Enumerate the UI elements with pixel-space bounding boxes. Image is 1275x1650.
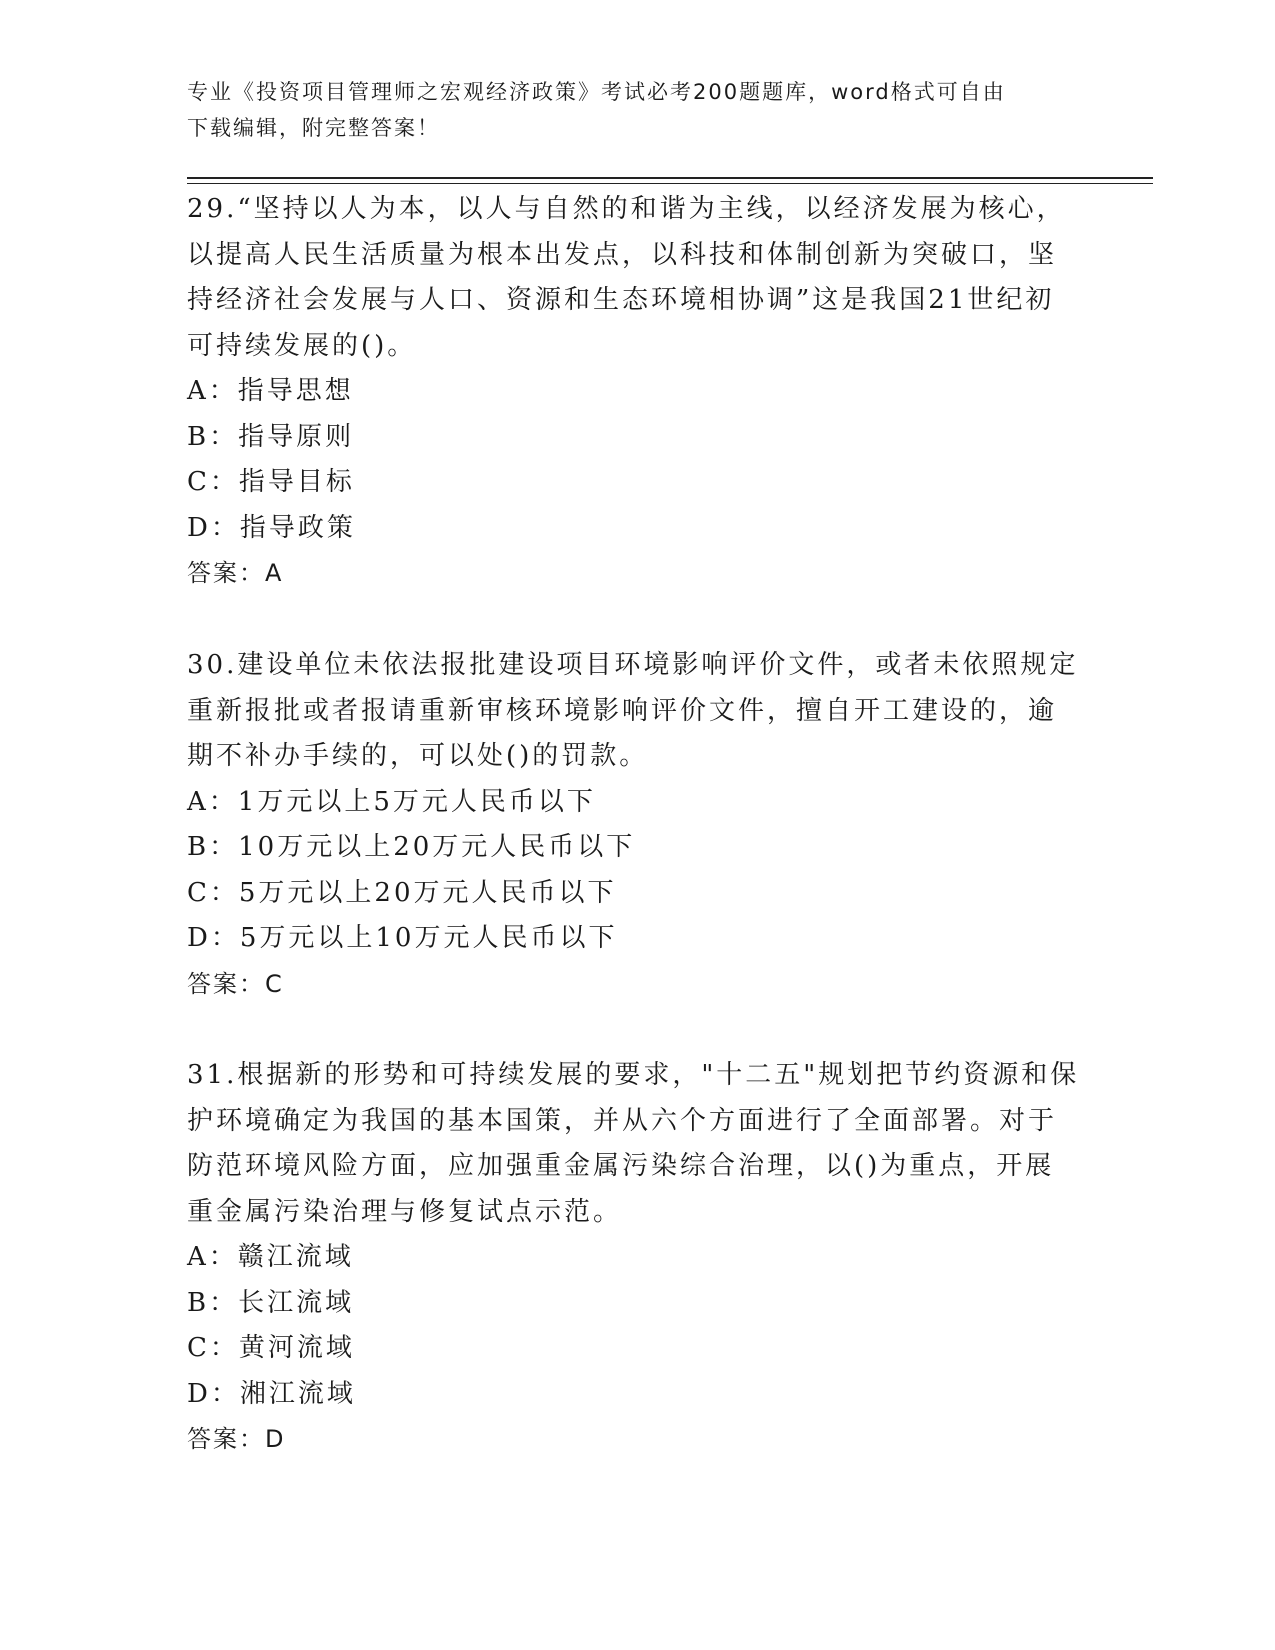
- header-line-2: 下载编辑，附完整答案！: [187, 116, 440, 140]
- option-a: A：赣江流域: [187, 1242, 354, 1272]
- question-line: 护环境确定为我国的基本国策，并从六个方面进行了全面部署。对于: [187, 1105, 1058, 1136]
- option-c: C：5万元以上20万元人民币以下: [187, 877, 617, 908]
- question-line: 重金属污染治理与修复试点示范。: [187, 1196, 623, 1227]
- question-line: 以提高人民生活质量为根本出发点，以科技和体制创新为突破口，坚: [187, 239, 1058, 270]
- header-divider: [187, 177, 1153, 179]
- question-29: [187, 187, 1087, 597]
- header-line-1: 专业《投资项目管理师之宏观经济政策》考试必考200题题库，word格式可自由: [187, 80, 1006, 104]
- question-line: 29.“坚持以人为本，以人与自然的和谐为主线，以经济发展为核心，: [187, 194, 1066, 224]
- option-b: B：10万元以上20万元人民币以下: [187, 832, 636, 862]
- option-d: D：指导政策: [187, 512, 356, 543]
- answer-line: 答案：C: [187, 969, 284, 998]
- question-line: 可持续发展的()。: [187, 330, 417, 361]
- answer-line: 答案：D: [187, 1425, 286, 1453]
- option-a: A：1万元以上5万元人民币以下: [187, 786, 596, 817]
- question-text: [187, 187, 1087, 369]
- option-c: C：指导目标: [187, 467, 355, 497]
- option-b: B：指导原则: [187, 421, 355, 452]
- question-text: [187, 643, 1087, 780]
- question-line: 防范环境风险方面，应加强重金属污染综合治理，以()为重点，开展: [187, 1151, 1055, 1181]
- question-line: 期不补办手续的，可以处()的罚款。: [187, 741, 649, 771]
- option-b: B：长江流域: [187, 1287, 355, 1318]
- option-c: C：黄河流域: [187, 1333, 355, 1363]
- question-text: [187, 1053, 1087, 1235]
- question-line: 持经济社会发展与人口、资源和生态环境相协调”这是我国21世纪初: [187, 285, 1055, 315]
- header-divider-thin: [187, 183, 1153, 184]
- question-line: 31.根据新的形势和可持续发展的要求，"十二五"规划把节约资源和保: [187, 1060, 1080, 1090]
- question-line: 重新报批或者报请重新审核环境影响评价文件，擅自开工建设的，逾: [187, 695, 1058, 726]
- option-d: D：湘江流域: [187, 1378, 356, 1409]
- question-30: [187, 643, 1087, 1007]
- document-header: [187, 74, 1067, 146]
- question-31: [187, 1053, 1087, 1463]
- question-line: 30.建设单位未依法报批建设项目环境影响评价文件，或者未依照规定: [187, 650, 1079, 680]
- option-d: D：5万元以上10万元人民币以下: [187, 923, 618, 953]
- answer-line: 答案：A: [187, 559, 284, 587]
- option-a: A：指导思想: [187, 376, 354, 406]
